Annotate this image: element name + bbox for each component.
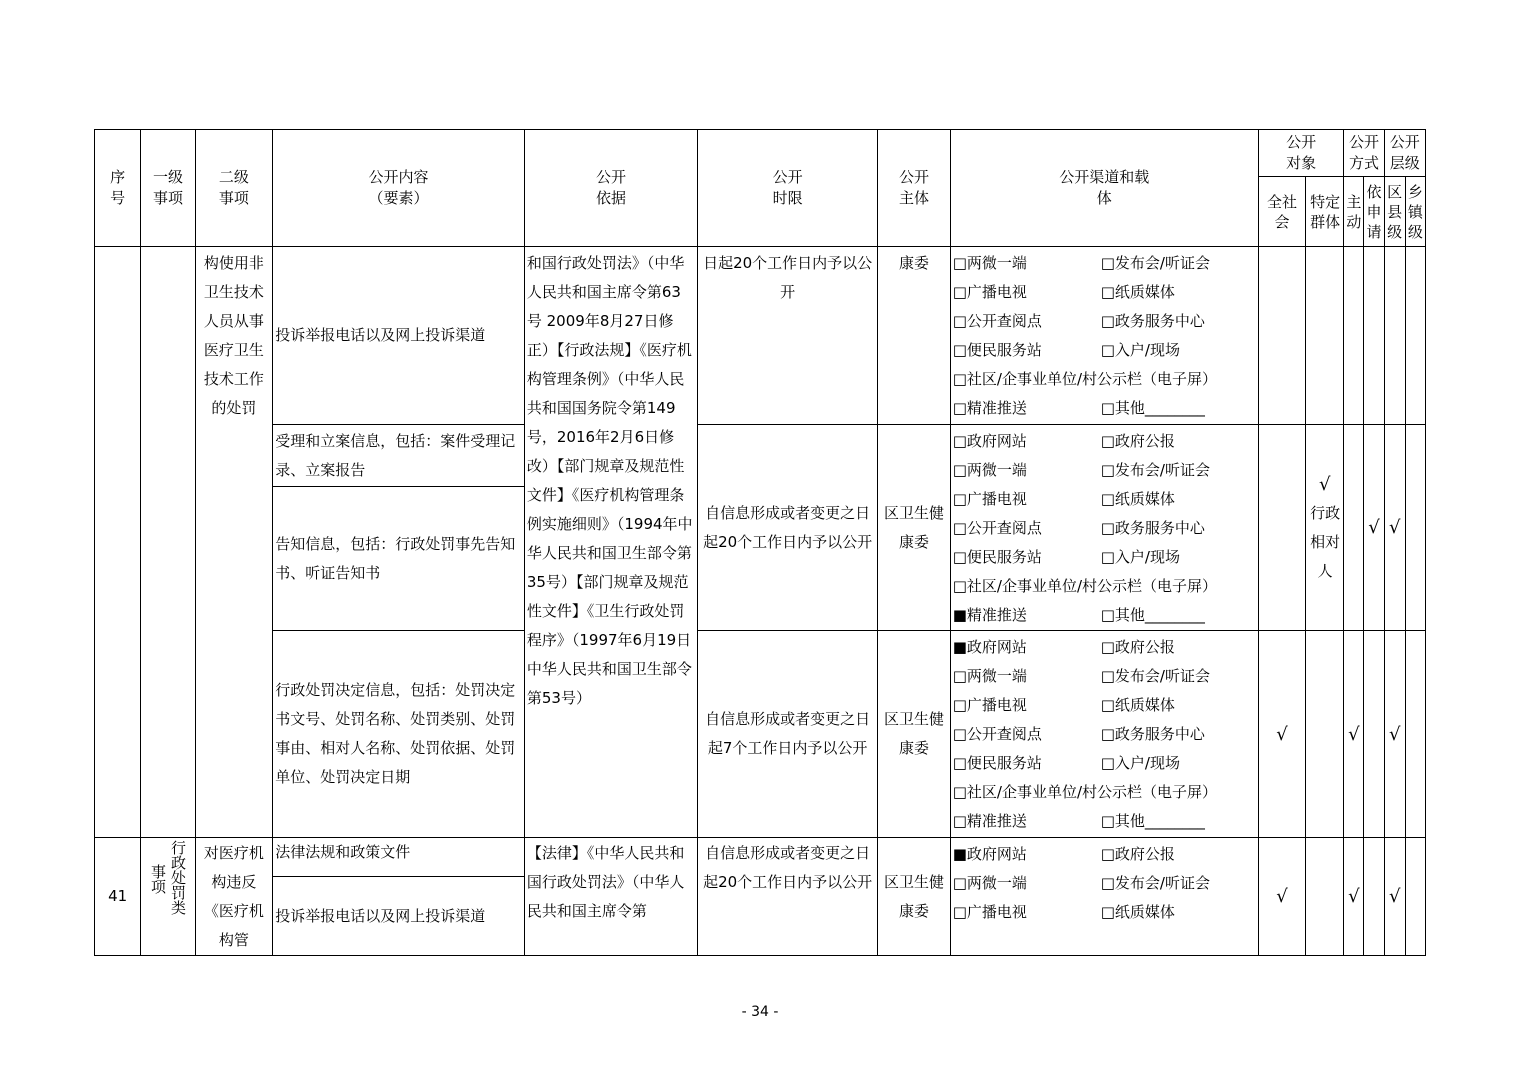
header-method: 公开方式 (1344, 130, 1384, 177)
level1-41-a: 事项 (148, 864, 167, 894)
header-channel: 公开渠道和载体 (950, 130, 1258, 247)
header-subject: 公开主体 (878, 130, 950, 247)
content-41-laws: 法律法规和政策文件 (273, 838, 525, 877)
method-apply-c (1364, 631, 1384, 838)
channel-option: □政务服务中心 (1100, 725, 1205, 743)
channel-option: □两微一端 (952, 667, 1027, 685)
channel-list-41 (950, 838, 1258, 956)
level-district-a (1384, 247, 1405, 425)
header-level-district: 区县级 (1384, 177, 1405, 247)
target-group-a (1306, 247, 1344, 425)
seq-cell (95, 247, 141, 838)
target-all-a (1258, 247, 1305, 425)
level-town-c (1405, 631, 1425, 838)
deadline-b: 自信息形成或者变更之日起20个工作日内予以公开 (698, 425, 878, 631)
channel-option: □公开查阅点 (952, 312, 1042, 330)
channel-option: □纸质媒体 (1100, 490, 1175, 508)
level-district-41: √ (1384, 838, 1405, 956)
header-target-group: 特定群体 (1306, 177, 1344, 247)
channel-option: □社区/企事业单位/村公示栏（电子屏） (952, 783, 1218, 801)
channel-option: □精准推送 (952, 812, 1027, 830)
content-filing: 受理和立案信息，包括：案件受理记录、立案报告 (273, 425, 525, 487)
channel-option: □广播电视 (952, 490, 1027, 508)
channel-option: □政府网站 (952, 432, 1027, 450)
content-41-complaint: 投诉举报电话以及网上投诉渠道 (273, 877, 525, 956)
channel-option: □社区/企事业单位/村公示栏（电子屏） (952, 577, 1218, 595)
content-notice: 告知信息，包括：行政处罚事先告知书、听证告知书 (273, 487, 525, 631)
channel-option: □两微一端 (952, 254, 1027, 272)
subject-a: 康委 (878, 247, 950, 425)
target-group-b: √ 行政相对人 (1306, 425, 1344, 631)
channel-option: □两微一端 (952, 874, 1027, 892)
channel-option: □入户/现场 (1100, 341, 1180, 359)
header-method-active: 主动 (1344, 177, 1364, 247)
level-district-b: √ (1384, 425, 1405, 631)
target-all-c: √ (1258, 631, 1305, 838)
channel-option: □便民服务站 (952, 548, 1042, 566)
channel-option: □广播电视 (952, 903, 1027, 921)
content-decision: 行政处罚决定信息，包括：处罚决定书文号、处罚名称、处罚类别、处罚事由、相对人名称、处罚依据、处罚单位、处罚决定日期 (273, 631, 525, 838)
seq-41: 41 (95, 838, 141, 956)
header-level-town: 乡镇级 (1405, 177, 1425, 247)
channel-option: □其他________ (1100, 812, 1205, 830)
level2-41: 对医疗机构违反《医疗机构管 (195, 838, 273, 956)
channel-option: □其他________ (1100, 606, 1205, 624)
channel-option: □广播电视 (952, 696, 1027, 714)
channel-option: □广播电视 (952, 283, 1027, 301)
page-number: - 34 - (741, 1004, 779, 1020)
method-active-a (1344, 247, 1364, 425)
channel-option: □纸质媒体 (1100, 696, 1175, 714)
channel-option: □精准推送 (952, 399, 1027, 417)
channel-option: □政府公报 (1100, 638, 1175, 656)
deadline-a: 日起20个工作日内予以公开 (698, 247, 878, 425)
channel-option: □便民服务站 (952, 754, 1042, 772)
channel-option: □入户/现场 (1100, 754, 1180, 772)
header-seq: 序号 (95, 130, 141, 247)
level-town-41 (1405, 838, 1425, 956)
channel-list-a (950, 247, 1258, 425)
level1-cell (141, 247, 195, 838)
method-active-41: √ (1344, 838, 1364, 956)
target-group-41 (1306, 838, 1344, 956)
disclosure-table (94, 129, 1426, 956)
channel-option: □发布会/听证会 (1100, 254, 1210, 272)
header-method-apply: 依申请 (1364, 177, 1384, 247)
channel-option: □发布会/听证会 (1100, 461, 1210, 479)
subject-c: 区卫生健康委 (878, 631, 950, 838)
channel-option: □纸质媒体 (1100, 283, 1175, 301)
channel-option: □纸质媒体 (1100, 903, 1175, 921)
channel-option: ■政府网站 (952, 638, 1027, 656)
channel-option: □其他________ (1100, 399, 1205, 417)
method-active-c: √ (1344, 631, 1364, 838)
channel-option: □发布会/听证会 (1100, 667, 1210, 685)
level-town-b (1405, 425, 1425, 631)
channel-option: ■政府网站 (952, 845, 1027, 863)
subject-41: 区卫生健康委 (878, 838, 950, 956)
channel-option: □政务服务中心 (1100, 312, 1205, 330)
header-basis: 公开依据 (524, 130, 697, 247)
basis-cell: 和国行政处罚法》（中华人民共和国主席令第63号 2009年8月27日修正）【行政法规】《医疗机构管理条例》（中华人民共和国国务院令第149号，2016年2月6日修改）【部门规章及规范性文件】《医疗机构管理条例实施细则》（1994年中华人民共和国卫生部令第35号）【部门规章及规范性文件】《卫生行政处罚程序》（1997年6月19日中华人民共和国卫生部令第53号） (524, 247, 697, 838)
header-deadline: 公开时限 (698, 130, 878, 247)
channel-option: □发布会/听证会 (1100, 874, 1210, 892)
channel-option: □政务服务中心 (1100, 519, 1205, 537)
channel-option: □入户/现场 (1100, 548, 1180, 566)
target-all-41: √ (1258, 838, 1305, 956)
channel-option: □公开查阅点 (952, 725, 1042, 743)
header-level2: 二级事项 (195, 130, 273, 247)
header-target-all: 全社会 (1258, 177, 1305, 247)
method-apply-b: √ (1364, 425, 1384, 631)
channel-option: ■精准推送 (952, 606, 1027, 624)
channel-option: □便民服务站 (952, 341, 1042, 359)
channel-list-b (950, 425, 1258, 631)
method-apply-41 (1364, 838, 1384, 956)
channel-option: □社区/企事业单位/村公示栏（电子屏） (952, 370, 1218, 388)
method-active-b (1344, 425, 1364, 631)
header-level1: 一级事项 (141, 130, 195, 247)
channel-list-c (950, 631, 1258, 838)
channel-option: □两微一端 (952, 461, 1027, 479)
channel-option: □政府公报 (1100, 845, 1175, 863)
target-all-b (1258, 425, 1305, 631)
content-complaint: 投诉举报电话以及网上投诉渠道 (273, 247, 525, 425)
deadline-c: 自信息形成或者变更之日起7个工作日内予以公开 (698, 631, 878, 838)
deadline-41: 自信息形成或者变更之日起20个工作日内予以公开 (698, 838, 878, 956)
header-level: 公开层级 (1384, 130, 1425, 177)
level-town-a (1405, 247, 1425, 425)
subject-b: 区卫生健康委 (878, 425, 950, 631)
method-apply-a (1364, 247, 1384, 425)
level1-41-b: 行政处罚类 (168, 840, 187, 915)
header-content: 公开内容（要素） (273, 130, 525, 247)
level1-41 (141, 838, 195, 956)
level2-cell: 构使用非卫生技术人员从事医疗卫生技术工作的处罚 (195, 247, 273, 838)
channel-option: □公开查阅点 (952, 519, 1042, 537)
header-target: 公开对象 (1258, 130, 1344, 177)
basis-41: 【法律】《中华人民共和国行政处罚法》（中华人民共和国主席令第 (524, 838, 697, 956)
level-district-c: √ (1384, 631, 1405, 838)
channel-option: □政府公报 (1100, 432, 1175, 450)
target-group-c (1306, 631, 1344, 838)
